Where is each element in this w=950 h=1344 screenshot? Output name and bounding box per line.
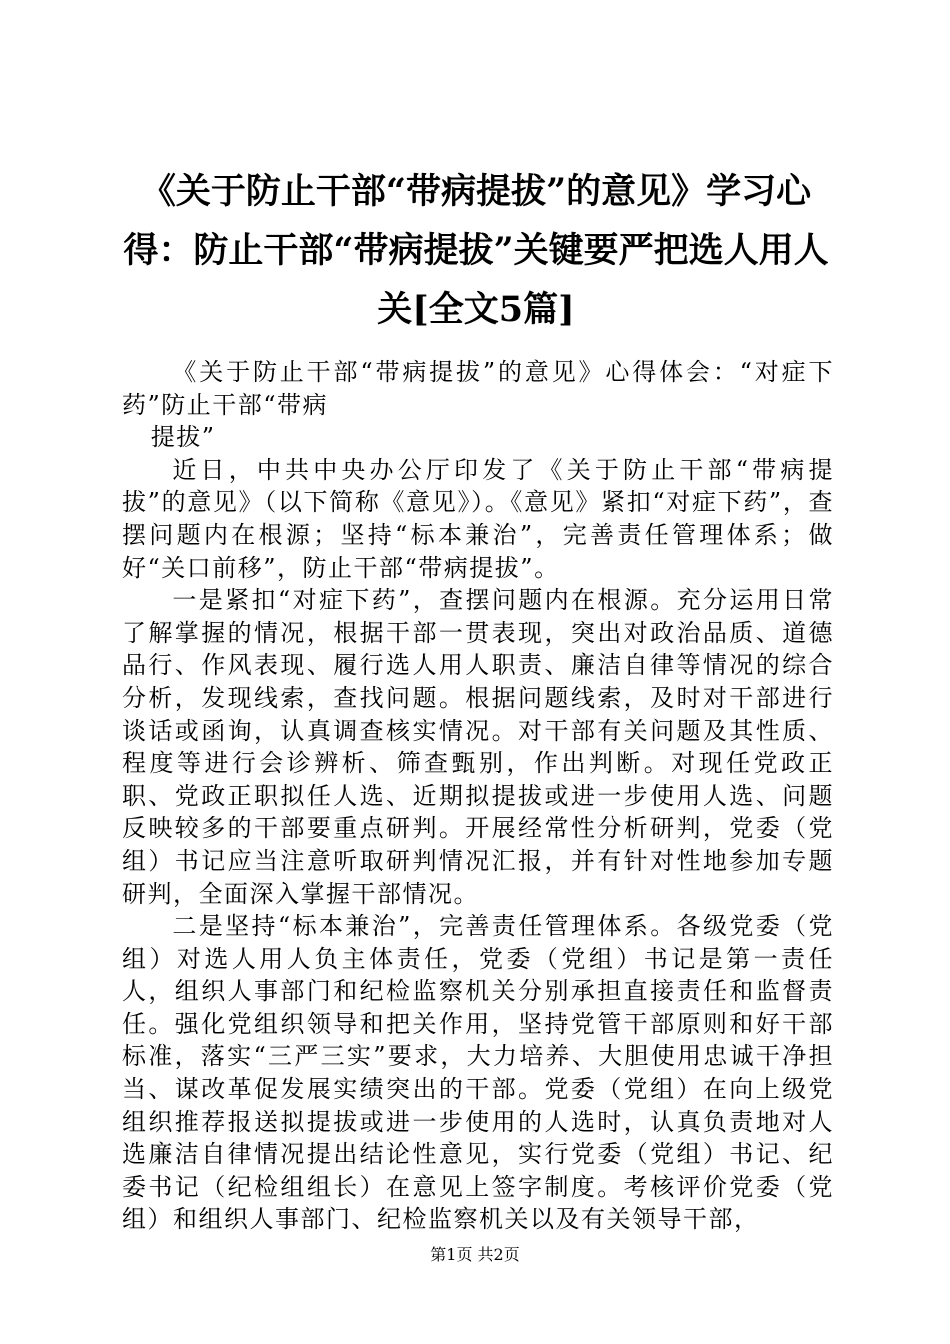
document-body: [122, 356, 834, 1236]
page-number: 第1页 共2页: [430, 1245, 520, 1264]
paragraph-intro: 近日，中共中央办公厅印发了《关于防止干部“带病提拔”的意见》（以下简称《意见》）。《意见》紧扣“对症下药”，查摆问题内在根源；坚持“标本兼治”，完善责任管理体系；做好“关口前移”，防止干部“带病提拔”。: [122, 455, 834, 582]
document-title: 《关于防止干部“带病提拔”的意见》学习心得：防止干部“带病提拔”关键要严把选人用人关[全文5篇]: [123, 171, 829, 330]
subtitle-line-1: 《关于防止干部“带病提拔”的意见》心得体会：“对症下药”防止干部“带病: [122, 358, 834, 419]
subtitle-line-2: 提拔”: [150, 423, 216, 452]
paragraph-point-one: 一是紧扣“对症下药”，查摆问题内在根源。充分运用日常了解掌握的情况，根据干部一贯表现，突出对政治品质、道德品行、作风表现、履行选人用人职责、廉洁自律等情况的综合分析，发现线索，查找问题。根据问题线索，及时对干部进行谈话或函询，认真调查核实情况。对干部有关问题及其性质、程度等进行会诊辨析、筛查甄别，作出判断。对现任党政正职、党政正职拟任人选、近期拟提拔或进一步使用人选、问题反映较多的干部要重点研判。开展经常性分析研判，党委（党组）书记应当注意听取研判情况汇报，并有针对性地参加专题研判，全面深入掌握干部情况。: [122, 586, 834, 908]
paragraph-point-two: 二是坚持“标本兼治”，完善责任管理体系。各级党委（党组）对选人用人负主体责任，党委（党组）书记是第一责任人，组织人事部门和纪检监察机关分别承担直接责任和监督责任。强化党组织领导和把关作用，坚持党管干部原则和好干部标准，落实“三严三实”要求，大力培养、大胆使用忠诚干净担当、谋改革促发展实绩突出的干部。党委（党组）在向上级党组织推荐报送拟提拔或进一步使用的人选时，认真负责地对人选廉洁自律情况提出结论性意见，实行党委（党组）书记、纪委书记（纪检组组长）在意见上签字制度。考核评价党委（党组）和组织人事部门、纪检监察机关以及有关领导干部，: [122, 912, 834, 1234]
